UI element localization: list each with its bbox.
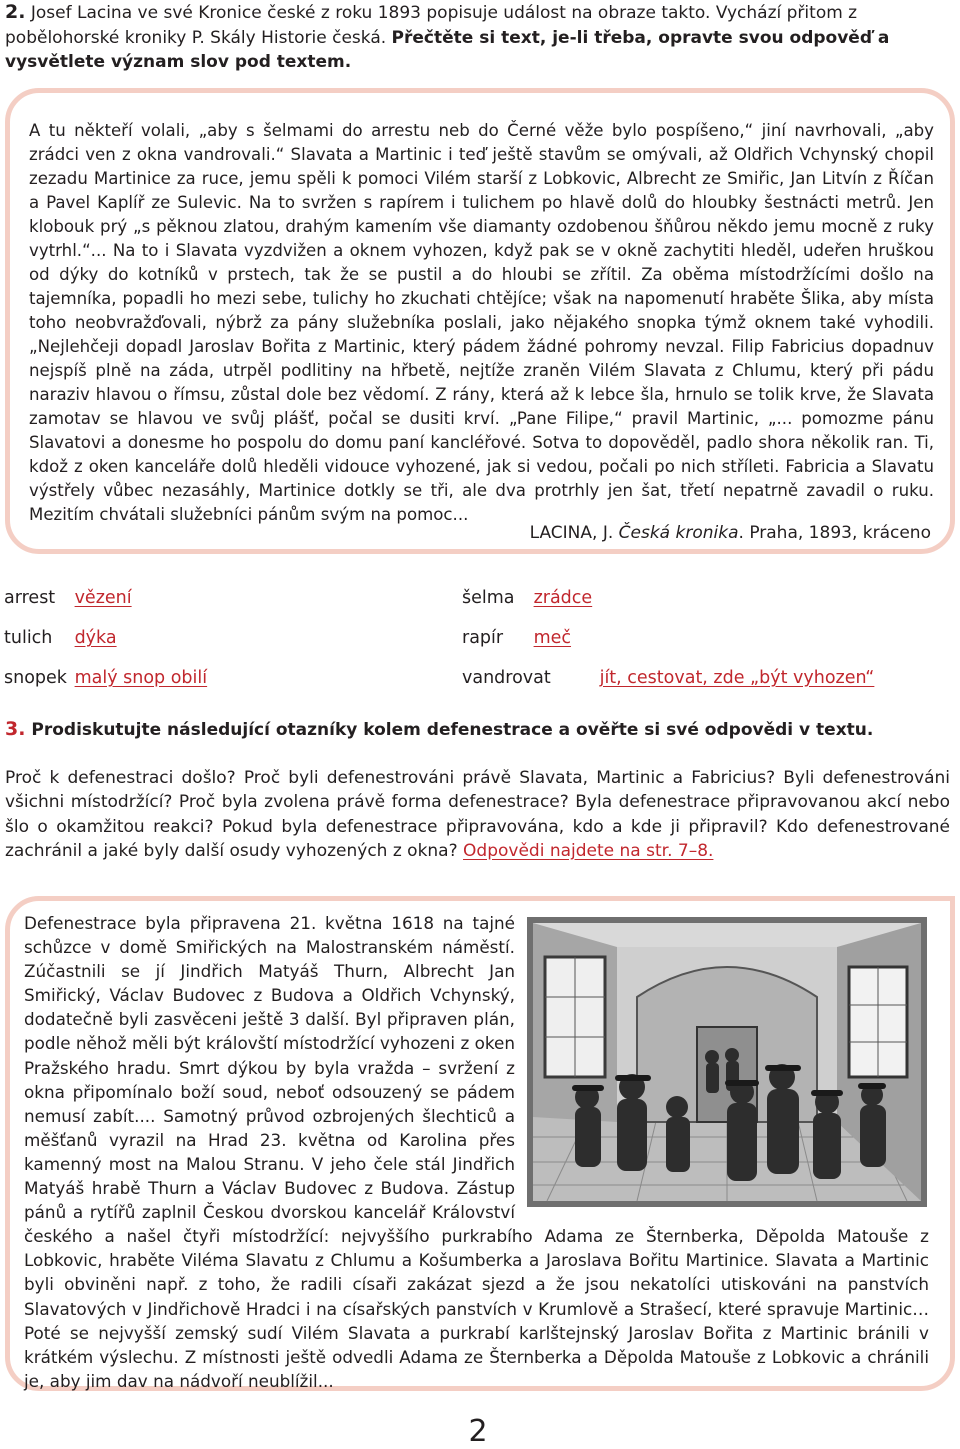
task-number: 3.: [5, 718, 26, 740]
citation-author: LACINA, J.: [529, 523, 619, 543]
vocab-item: [462, 666, 874, 690]
vocab-item: [462, 586, 592, 610]
vocab-term: tulich: [4, 628, 53, 648]
task-instruction: Prodiskutujte následující otazníky kolem defenestrace a ověřte si své odpovědi v textu.: [31, 720, 874, 740]
vocab-answer: malý snop obilí: [74, 668, 208, 688]
vocab-term: šelma: [462, 588, 515, 608]
citation-details: . Praha, 1893, kráceno: [738, 523, 931, 543]
vocab-item: [4, 666, 207, 690]
questions-text: Proč k defenestraci došlo? Proč byli defenestrováni právě Slavata, Martinic a Fabricius? Byli defenestrováni všichni místodržící? Proč byla zvolena právě forma defenestrace? Byla defenestrace připravovanou akcí nebo šlo o okamžitou reakci? Pokud byla defenestrace připravována, kdo a kde ji připravil? Kdo defenestrované zachránil a jaké byly další osudy vyhozených z okna?: [5, 768, 950, 861]
answer-reference-link[interactable]: Odpovědi najdete na str. 7–8.: [463, 840, 714, 861]
excerpt-citation: [530, 521, 931, 545]
vocab-term: arrest: [4, 588, 56, 608]
page-number: 2: [468, 1414, 488, 1449]
vocab-term: rapír: [462, 628, 504, 648]
task-intro: Josef Lacina ve své Kronice české z roku 1893 popisuje událost na obraze takto. Vychází přitom z pobělohorské kroniky P. Skály Historie česká.: [5, 3, 858, 48]
discussion-questions: [5, 766, 950, 863]
info-box: [24, 911, 929, 1393]
info-text: Defenestrace byla připravena 21. května 1618 na tajné schůzce v domě Smiřických na Malostranském náměstí. Zúčastnili se jí Jindřich Matyáš Thurn, Albrecht Jan Smiřický, Václav Budovec z Budova a Oldřich Vchynský, dodatečně byli zasvěceni ještě 3 další. Byl připraven plán, podle něhož měli být královští místodržící vyhozeni z oken Pražského hradu. Smrt dýkou by byla vražda – svržení z okna připomínalo boží soud, neboť odsouzený se pádem nemusí zabít.... Samotný průvod ozbrojených šlechticů a měšťanů vyrazil na Hrad 23. května od Karolina přes kamenný most na Malou Stranu. V jeho čele stál Jindřich Matyáš hrabě Thurn a Václav Budovec z Budova. Zástup pánů a rytířů zaplnil Českou dvorskou kancelář Království českého a našel čtyři místodržící: nejvyššího purkrabího Adama ze Šternberka, Děpolda Matouše z Lobkovic, hraběte Viléma Slavatu z Chlumu a Košumberka a Jaroslava Bořitu Martinice. Slavata a Martinic byli obviněni např. z toho, že radili císaři zakázat sjezd a že jsou nekatolíci utiskováni na panstvích Slavatových v Jindřichově Hradci i na císařských panstvích v Krumlově a Strašecí, které spravuje Martinic… Poté se nejvyšší zemský sudí Vilém Slavata a purkrabí karlštejnský Jaroslav Bořita z Martinic bránili v krátkém výslechu. Z místnosti ještě odvedli Adama ze Šternberka a Děpolda Matouše z Lobkovic a chránili je, aby jim dav na nádvoří neublížil...: [24, 913, 929, 1391]
vocab-item: [4, 586, 132, 610]
vocab-answer: zrádce: [533, 588, 593, 608]
task-2-heading: [5, 0, 950, 75]
vocab-item: [462, 626, 571, 650]
vocab-answer: dýka: [74, 628, 117, 648]
task-3-heading: [5, 717, 950, 742]
vocab-answer: vězení: [74, 588, 132, 608]
vocab-answer: jít, cestovat, zde „být vyhozen“: [599, 668, 875, 688]
defenestration-engraving: [527, 917, 927, 1207]
chronicle-excerpt: A tu někteří volali, „aby s šelmami do arrestu neb do Černé věže bylo pospíšeno,“ jiní navrhovali, „aby zrádci ven z okna vandrovali.“ Slavata a Martinic i teď ještě stavům se omývali, až Oldřich Vchynský chopil zezadu Martinice za ruce, jemu spěli k pomoci Vilém starší z Lobkovic, Albrecht ze Smiřic, Jan Litvín z Říčan a Pavel Kaplíř ze Sulevic. Na to svržen s rapírem i tulichem po hlavě dolů do hloubky šestnácti metrů. Jen klobouk prý „s pěknou zlatou, drahým kamením vše diamanty ozdobenou šňůrou někdo jemu mocně z ruky vytrhl.“... Na to i Slavata vyzdvižen a oknem vyhozen, když pak se v okně zachytiti hleděl, udeřen hruškou od dýky do kotníků v prstech, tak že se pustil a do hloubi se zřítil. Za oběma místodržícími došlo na tajemníka, popadli ho mezi sebe, tulichy ho zkuchati chtějíce; však na napomenutí hraběte Šlika, aby místa toho neobvražďovali, nýbrž za pány služebníka poslali, jako nějakého snopka týmž oknem také vyhodili. „Nejlehčeji dopadl Jaroslav Bořita z Martinic, který pádem žádné pohromy nevzal. Filip Fabricius dopadnuv nejspíš plně na záda, utrpěl podlitiny na hřbetě, nejtíže zraněn Vilém Slavata z Chlumu, který při pádu naraziv hlavou o římsu, zůstal dole bez vědomí. Z rány, která až k lebce šla, hrnulo se tolik krve, že Slavata zamotav se hlavou ve svůj plášť, počal se dusiti krví. „Pane Filipe,“ pravil Martinic, „... pomozme pánu Slavatovi a donesme ho pospolu do domu paní kancléřové. Sotva to dopověděl, padlo shora několik ran. Ti, kdož z oken kanceláře dolů hleděli vidouce vyhozené, jak si vedou, počali po nich stříleti. Fabricia a Slavatu výstřely vůbec nezasáhly, Martinice dotkly se tři, ale dva protrhly jen šat, třetí nepatrně zavadil o ruku. Mezitím chvátali služebníci pánům svým na pomoc...: [29, 121, 934, 524]
vocab-item: [4, 626, 117, 650]
task-instruction: Přečtěte si text, je-li třeba, opravte svou odpověď a vysvětlete význam slov pod textem.: [5, 27, 890, 72]
vocab-answer: meč: [533, 628, 572, 648]
task-number: 2.: [5, 1, 26, 23]
vocab-term: snopek: [4, 668, 67, 688]
citation-title: Česká kronika: [618, 523, 739, 543]
vocab-term: vandrovat: [462, 668, 551, 688]
